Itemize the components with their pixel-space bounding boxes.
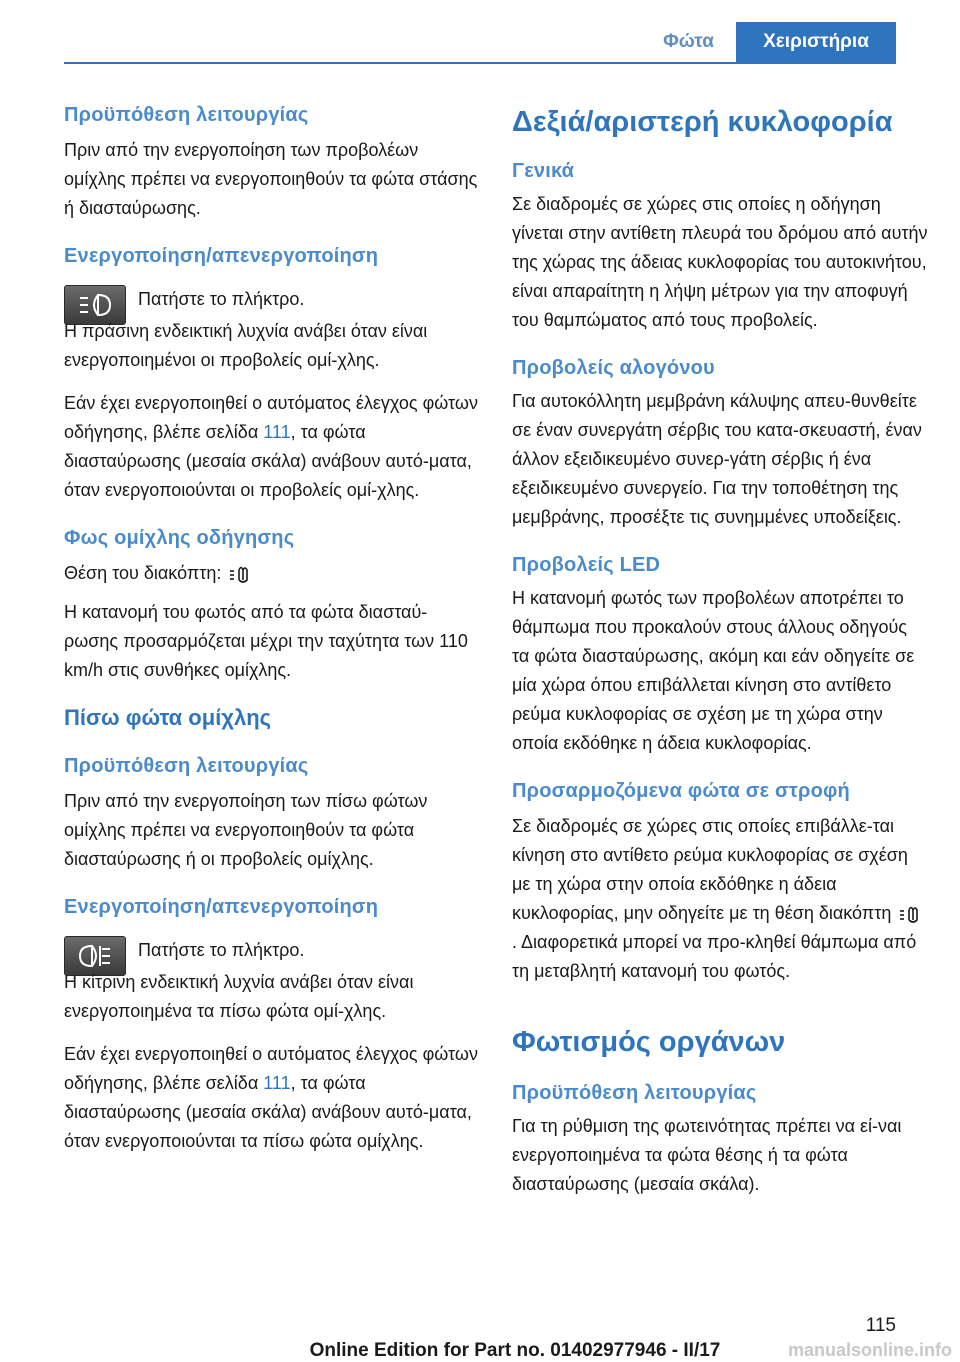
heading-on-off-front-fog: Ενεργοποίηση/απενεργοποίηση [64,245,379,267]
heading-rear-fog-lights: Πίσω φώτα ομίχλης [64,705,272,730]
right-column [512,100,928,1199]
text-prerequisite-front-fog: Πριν από την ενεργοποίηση των προβολέων ομίχλης πρέπει να ενεργοποιηθούν τα φώτα στάσης ή διασταύρωσης. [64,140,478,218]
fog-driving-switch-icon [226,562,256,586]
edition-line: Online Edition for Part no. 01402977946 - II/17 [309,1340,721,1361]
heading-general: Γενικά [512,160,575,182]
indicator-text-rear: Η κίτρινη ενδεικτική λυχνία ανάβει όταν είναι ενεργοποιημένα τα πίσω φώτα ομί-χλης. [64,972,414,1021]
switch-position-line: Θέση του διακόπτη: [64,559,480,588]
heading-driving-fog-light: Φως ομίχλης οδήγησης [64,527,295,549]
heading-led-headlights: Προβολείς LED [512,554,661,576]
watermark: manualsonline.info [787,1340,952,1360]
chapter-tabs [641,22,896,62]
title-instrument-lighting: Φωτισμός οργάνων [512,1026,786,1058]
text-general: Σε διαδρομές σε χώρες στις οποίες η οδήγηση γίνεται στην αντίθετη πλευρά του δρόμου από αυτήν της χώρας της άδειας κυκλοφορίας του αυτοκινήτου, είναι απαραίτητη η λήψη μέτρων για την αποφυγή του θαμπώματος από τους προβολείς. [512,194,928,330]
page-link-111-rear[interactable]: 111 [263,1073,291,1093]
heading-halogen-headlights: Προβολείς αλογόνου [512,357,715,379]
heading-adaptive-curve-lights: Προσαρμοζόμενα φώτα σε στροφή [512,780,850,802]
heading-prerequisite-front-fog: Προϋπόθεση λειτουργίας [64,104,309,126]
auto-control-text-rear: Εάν έχει ενεργοποιηθεί ο αυτόματος έλεγχος φώτων οδήγησης, βλέπε σελίδα 111, τα φώτα διασταύρωσης (μεσαία σκάλα) ανάβουν αυτό-ματα, όταν ενεργοποιούνται τα πίσω φώτα ομίχλης. [64,1044,478,1151]
text-press-button-front: Πατήστε το πλήκτρο. [138,289,305,309]
indicator-text-front: Η πράσινη ενδεικτική λυχνία ανάβει όταν είναι ενεργοποιημένοι οι προβολείς ομί-χλης. [64,321,428,370]
text-driving-fog-light: Η κατανομή του φωτός από τα φώτα διασταύ-ρωσης προσαρμόζεται μέχρι την ταχύτητα των 110 km/h στις συνθήκες ομίχλης. [64,602,468,680]
page-number: 115 [865,1315,896,1336]
auto-control-text-front: Εάν έχει ενεργοποιηθεί ο αυτόματος έλεγχος φώτων οδήγησης, βλέπε σελίδα 111, τα φώτα διασταύρωσης (μεσαία σκάλα) ανάβουν αυτό-ματα, όταν ενεργοποιούνται οι προβολείς ομί-χλης. [64,393,478,500]
front-fog-light-icon [78,292,112,318]
tab-lights[interactable]: Φώτα [641,22,736,62]
rear-fog-light-icon [78,943,112,969]
text-prerequisite-rear-fog: Πριν από την ενεργοποίηση των πίσω φώτων ομίχλης πρέπει να ενεργοποιηθούν τα φώτα διασταύρωσης ή οι προβολείς ομίχλης. [64,791,428,869]
header-rule [64,62,896,64]
heading-prerequisite-rear-fog: Προϋπόθεση λειτουργίας [64,755,309,777]
fog-driving-switch-icon-inline [896,902,926,926]
heading-prerequisite-instrument: Προϋπόθεση λειτουργίας [512,1082,757,1104]
text-led-headlights: Η κατανομή φωτός των προβολέων αποτρέπει το θάμπωμα που προκαλούν στους άλλους οδηγούς τα φώτα διασταύρωσης, ακόμη και εάν οδηγείτε σε μία χώρα όπου επιβάλλεται κίνηση στο αντίθετο ρεύμα κυκλοφορίας σε σχέση με τη χώρα στην οποία εκδόθηκε η άδεια κυκλοφορίας. [512,588,915,753]
text-prerequisite-instrument: Για τη ρύθμιση της φωτεινότητας πρέπει να εί-ναι ενεργοποιημένα τα φώτα θέσης ή τα φώτα διασταύρωσης (μεσαία σκάλα). [512,1116,902,1194]
text-halogen-headlights: Για αυτοκόλλητη μεμβράνη κάλυψης απευ-θυνθείτε σε έναν συνεργάτη σέρβις του κατα-σκευαστή, έναν άλλον εξειδικευμένο συνερ-γάτη σέρβις ή ένα εξειδικευμένο συνεργείο. Για την τοποθέτηση της μεμβράνης, προσέξτε τις συνημμένες υποδείξεις. [512,391,922,527]
title-left-right-traffic: Δεξιά/αριστερή κυκλοφορία [512,106,893,138]
left-column [64,100,480,1156]
page-link-111[interactable]: 111 [263,422,291,442]
heading-on-off-rear-fog: Ενεργοποίηση/απενεργοποίηση [64,896,379,918]
tab-controls[interactable]: Χειριστήρια [736,22,896,62]
text-press-button-rear: Πατήστε το πλήκτρο. [138,940,305,960]
text-adaptive-curve-lights: Σε διαδρομές σε χώρες στις οποίες επιβάλλε-ται κίνηση στο αντίθετο ρεύμα κυκλοφορίας σε σχέση με τη χώρα στην οποία εκδόθηκε η άδεια κυκλοφορίας, μην οδηγείτε με τη θέση διακόπτη . Διαφορετικά μπορεί να προ-κληθεί θάμπωμα από τη μεταβλητή κατανομή του φωτός. [512,812,928,986]
